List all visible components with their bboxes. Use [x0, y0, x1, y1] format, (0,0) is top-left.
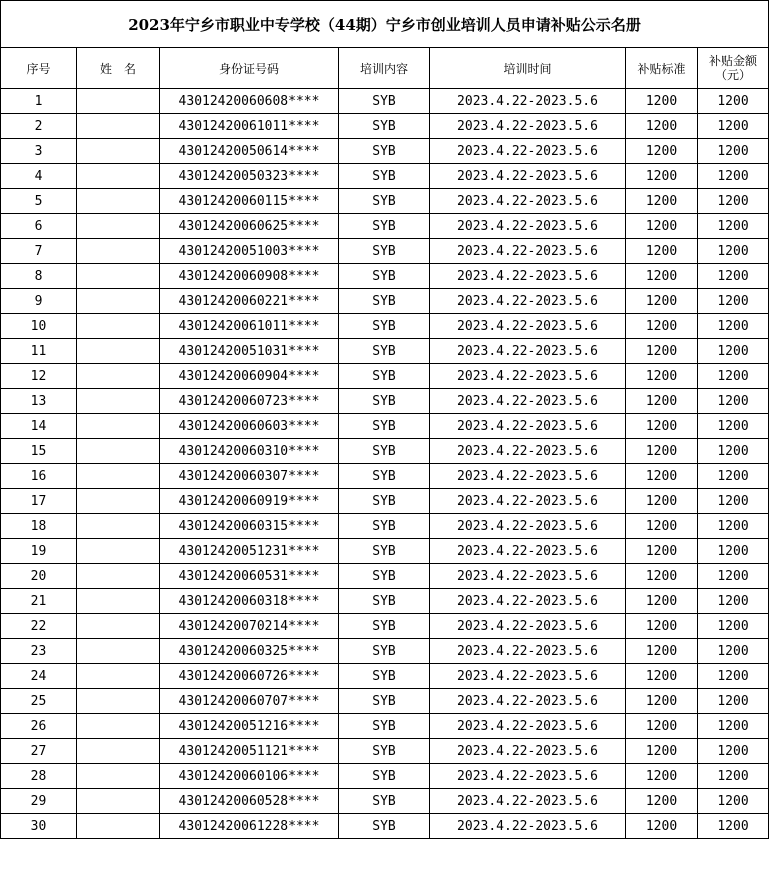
cell-time: 2023.4.22-2023.5.6	[430, 664, 626, 689]
cell-id: 43012420060608****	[160, 89, 339, 114]
cell-amount: 1200	[698, 264, 769, 289]
cell-id: 43012420060115****	[160, 189, 339, 214]
cell-standard: 1200	[626, 689, 698, 714]
cell-id: 43012420070214****	[160, 614, 339, 639]
cell-content: SYB	[339, 814, 430, 839]
cell-seq: 20	[1, 564, 77, 589]
cell-content: SYB	[339, 464, 430, 489]
cell-name	[77, 789, 160, 814]
cell-amount: 1200	[698, 89, 769, 114]
cell-content: SYB	[339, 364, 430, 389]
cell-time: 2023.4.22-2023.5.6	[430, 814, 626, 839]
cell-content: SYB	[339, 214, 430, 239]
cell-seq: 6	[1, 214, 77, 239]
cell-id: 43012420060325****	[160, 639, 339, 664]
cell-name	[77, 414, 160, 439]
cell-content: SYB	[339, 339, 430, 364]
cell-content: SYB	[339, 589, 430, 614]
cell-time: 2023.4.22-2023.5.6	[430, 539, 626, 564]
cell-content: SYB	[339, 514, 430, 539]
cell-id: 43012420060723****	[160, 389, 339, 414]
cell-standard: 1200	[626, 214, 698, 239]
cell-name	[77, 564, 160, 589]
cell-content: SYB	[339, 564, 430, 589]
table-row	[1, 214, 769, 239]
cell-id: 43012420051216****	[160, 714, 339, 739]
cell-time: 2023.4.22-2023.5.6	[430, 564, 626, 589]
cell-seq: 9	[1, 289, 77, 314]
table-row	[1, 614, 769, 639]
table-row	[1, 789, 769, 814]
cell-name	[77, 214, 160, 239]
cell-id: 43012420060318****	[160, 589, 339, 614]
cell-amount: 1200	[698, 439, 769, 464]
table-row	[1, 114, 769, 139]
cell-time: 2023.4.22-2023.5.6	[430, 114, 626, 139]
cell-id: 43012420060307****	[160, 464, 339, 489]
cell-standard: 1200	[626, 389, 698, 414]
table-row	[1, 414, 769, 439]
cell-content: SYB	[339, 114, 430, 139]
table-row	[1, 239, 769, 264]
table-title: 2023年宁乡市职业中专学校（44期）宁乡市创业培训人员申请补贴公示名册	[1, 1, 769, 48]
cell-seq: 30	[1, 814, 77, 839]
cell-amount: 1200	[698, 664, 769, 689]
cell-content: SYB	[339, 239, 430, 264]
cell-time: 2023.4.22-2023.5.6	[430, 364, 626, 389]
cell-standard: 1200	[626, 489, 698, 514]
cell-time: 2023.4.22-2023.5.6	[430, 414, 626, 439]
cell-id: 43012420060908****	[160, 264, 339, 289]
cell-standard: 1200	[626, 789, 698, 814]
table-row	[1, 514, 769, 539]
cell-content: SYB	[339, 139, 430, 164]
cell-standard: 1200	[626, 664, 698, 689]
table-row	[1, 564, 769, 589]
cell-time: 2023.4.22-2023.5.6	[430, 339, 626, 364]
cell-seq: 15	[1, 439, 77, 464]
cell-standard: 1200	[626, 239, 698, 264]
cell-amount: 1200	[698, 164, 769, 189]
table-row	[1, 164, 769, 189]
cell-id: 43012420060625****	[160, 214, 339, 239]
cell-amount: 1200	[698, 389, 769, 414]
cell-time: 2023.4.22-2023.5.6	[430, 764, 626, 789]
cell-amount: 1200	[698, 189, 769, 214]
cell-amount: 1200	[698, 414, 769, 439]
header-standard: 补贴标准	[626, 48, 698, 89]
cell-amount: 1200	[698, 114, 769, 139]
header-content: 培训内容	[339, 48, 430, 89]
cell-id: 43012420051231****	[160, 539, 339, 564]
cell-amount: 1200	[698, 314, 769, 339]
cell-time: 2023.4.22-2023.5.6	[430, 739, 626, 764]
cell-seq: 28	[1, 764, 77, 789]
cell-standard: 1200	[626, 714, 698, 739]
cell-seq: 12	[1, 364, 77, 389]
table-row	[1, 739, 769, 764]
cell-time: 2023.4.22-2023.5.6	[430, 389, 626, 414]
header-amount: 补贴金额（元）	[698, 48, 769, 89]
table-row	[1, 714, 769, 739]
cell-standard: 1200	[626, 264, 698, 289]
cell-name	[77, 314, 160, 339]
cell-content: SYB	[339, 414, 430, 439]
table-row	[1, 189, 769, 214]
cell-time: 2023.4.22-2023.5.6	[430, 489, 626, 514]
cell-standard: 1200	[626, 764, 698, 789]
cell-seq: 3	[1, 139, 77, 164]
cell-name	[77, 289, 160, 314]
cell-time: 2023.4.22-2023.5.6	[430, 289, 626, 314]
cell-time: 2023.4.22-2023.5.6	[430, 689, 626, 714]
cell-seq: 17	[1, 489, 77, 514]
cell-time: 2023.4.22-2023.5.6	[430, 314, 626, 339]
cell-name	[77, 814, 160, 839]
cell-content: SYB	[339, 714, 430, 739]
cell-name	[77, 264, 160, 289]
cell-amount: 1200	[698, 714, 769, 739]
cell-time: 2023.4.22-2023.5.6	[430, 614, 626, 639]
cell-name	[77, 714, 160, 739]
cell-amount: 1200	[698, 339, 769, 364]
cell-standard: 1200	[626, 289, 698, 314]
cell-id: 43012420050614****	[160, 139, 339, 164]
cell-time: 2023.4.22-2023.5.6	[430, 164, 626, 189]
cell-id: 43012420060726****	[160, 664, 339, 689]
cell-content: SYB	[339, 289, 430, 314]
cell-name	[77, 664, 160, 689]
cell-id: 43012420060919****	[160, 489, 339, 514]
cell-id: 43012420060904****	[160, 364, 339, 389]
cell-amount: 1200	[698, 639, 769, 664]
cell-seq: 14	[1, 414, 77, 439]
cell-name	[77, 464, 160, 489]
cell-name	[77, 539, 160, 564]
cell-name	[77, 139, 160, 164]
cell-standard: 1200	[626, 439, 698, 464]
cell-standard: 1200	[626, 89, 698, 114]
cell-content: SYB	[339, 739, 430, 764]
cell-time: 2023.4.22-2023.5.6	[430, 239, 626, 264]
cell-name	[77, 689, 160, 714]
cell-seq: 19	[1, 539, 77, 564]
cell-name	[77, 489, 160, 514]
cell-name	[77, 364, 160, 389]
cell-amount: 1200	[698, 239, 769, 264]
cell-name	[77, 389, 160, 414]
table-row	[1, 139, 769, 164]
cell-amount: 1200	[698, 814, 769, 839]
table-row	[1, 339, 769, 364]
cell-standard: 1200	[626, 114, 698, 139]
cell-seq: 26	[1, 714, 77, 739]
cell-content: SYB	[339, 89, 430, 114]
cell-time: 2023.4.22-2023.5.6	[430, 714, 626, 739]
cell-standard: 1200	[626, 364, 698, 389]
cell-standard: 1200	[626, 414, 698, 439]
cell-name	[77, 639, 160, 664]
cell-name	[77, 189, 160, 214]
cell-seq: 1	[1, 89, 77, 114]
cell-standard: 1200	[626, 639, 698, 664]
cell-amount: 1200	[698, 464, 769, 489]
cell-amount: 1200	[698, 689, 769, 714]
table-row	[1, 439, 769, 464]
cell-content: SYB	[339, 164, 430, 189]
cell-name	[77, 89, 160, 114]
cell-seq: 7	[1, 239, 77, 264]
cell-seq: 25	[1, 689, 77, 714]
cell-id: 43012420051121****	[160, 739, 339, 764]
cell-seq: 18	[1, 514, 77, 539]
cell-content: SYB	[339, 389, 430, 414]
cell-time: 2023.4.22-2023.5.6	[430, 264, 626, 289]
cell-name	[77, 739, 160, 764]
cell-amount: 1200	[698, 489, 769, 514]
header-seq: 序号	[1, 48, 77, 89]
table-row	[1, 389, 769, 414]
table-row	[1, 664, 769, 689]
table-row	[1, 464, 769, 489]
cell-seq: 16	[1, 464, 77, 489]
cell-name	[77, 164, 160, 189]
table-row	[1, 314, 769, 339]
cell-standard: 1200	[626, 739, 698, 764]
cell-content: SYB	[339, 189, 430, 214]
cell-seq: 4	[1, 164, 77, 189]
cell-amount: 1200	[698, 764, 769, 789]
table-row	[1, 539, 769, 564]
cell-id: 43012420051003****	[160, 239, 339, 264]
cell-amount: 1200	[698, 589, 769, 614]
cell-id: 43012420061011****	[160, 314, 339, 339]
cell-id: 43012420060528****	[160, 789, 339, 814]
cell-time: 2023.4.22-2023.5.6	[430, 439, 626, 464]
cell-time: 2023.4.22-2023.5.6	[430, 189, 626, 214]
cell-amount: 1200	[698, 364, 769, 389]
cell-standard: 1200	[626, 314, 698, 339]
cell-content: SYB	[339, 614, 430, 639]
table-row	[1, 639, 769, 664]
cell-content: SYB	[339, 664, 430, 689]
cell-amount: 1200	[698, 539, 769, 564]
cell-time: 2023.4.22-2023.5.6	[430, 789, 626, 814]
header-row	[1, 48, 769, 89]
cell-seq: 13	[1, 389, 77, 414]
cell-id: 43012420060310****	[160, 439, 339, 464]
cell-name	[77, 339, 160, 364]
cell-amount: 1200	[698, 739, 769, 764]
cell-name	[77, 514, 160, 539]
cell-time: 2023.4.22-2023.5.6	[430, 89, 626, 114]
table-row	[1, 364, 769, 389]
table-row	[1, 489, 769, 514]
cell-standard: 1200	[626, 189, 698, 214]
cell-seq: 8	[1, 264, 77, 289]
cell-id: 43012420061011****	[160, 114, 339, 139]
cell-id: 43012420060315****	[160, 514, 339, 539]
table-row	[1, 289, 769, 314]
header-name: 姓 名	[77, 48, 160, 89]
header-id: 身份证号码	[160, 48, 339, 89]
cell-standard: 1200	[626, 589, 698, 614]
cell-content: SYB	[339, 789, 430, 814]
cell-standard: 1200	[626, 139, 698, 164]
cell-content: SYB	[339, 439, 430, 464]
cell-id: 43012420061228****	[160, 814, 339, 839]
cell-id: 43012420060106****	[160, 764, 339, 789]
cell-seq: 27	[1, 739, 77, 764]
cell-amount: 1200	[698, 139, 769, 164]
cell-time: 2023.4.22-2023.5.6	[430, 464, 626, 489]
cell-seq: 24	[1, 664, 77, 689]
cell-standard: 1200	[626, 814, 698, 839]
cell-name	[77, 614, 160, 639]
cell-seq: 10	[1, 314, 77, 339]
table-row	[1, 89, 769, 114]
cell-content: SYB	[339, 539, 430, 564]
cell-seq: 23	[1, 639, 77, 664]
cell-id: 43012420060531****	[160, 564, 339, 589]
cell-time: 2023.4.22-2023.5.6	[430, 639, 626, 664]
cell-standard: 1200	[626, 164, 698, 189]
table-row	[1, 264, 769, 289]
cell-seq: 29	[1, 789, 77, 814]
table-row	[1, 764, 769, 789]
cell-amount: 1200	[698, 614, 769, 639]
cell-standard: 1200	[626, 614, 698, 639]
cell-standard: 1200	[626, 339, 698, 364]
cell-amount: 1200	[698, 564, 769, 589]
cell-standard: 1200	[626, 464, 698, 489]
cell-name	[77, 439, 160, 464]
cell-id: 43012420051031****	[160, 339, 339, 364]
cell-standard: 1200	[626, 514, 698, 539]
cell-name	[77, 764, 160, 789]
cell-content: SYB	[339, 689, 430, 714]
cell-name	[77, 114, 160, 139]
cell-amount: 1200	[698, 214, 769, 239]
cell-time: 2023.4.22-2023.5.6	[430, 514, 626, 539]
cell-time: 2023.4.22-2023.5.6	[430, 214, 626, 239]
cell-id: 43012420060707****	[160, 689, 339, 714]
cell-seq: 11	[1, 339, 77, 364]
cell-name	[77, 239, 160, 264]
cell-seq: 22	[1, 614, 77, 639]
cell-seq: 5	[1, 189, 77, 214]
cell-amount: 1200	[698, 289, 769, 314]
cell-content: SYB	[339, 489, 430, 514]
cell-standard: 1200	[626, 564, 698, 589]
cell-amount: 1200	[698, 789, 769, 814]
cell-content: SYB	[339, 764, 430, 789]
header-time: 培训时间	[430, 48, 626, 89]
cell-seq: 2	[1, 114, 77, 139]
cell-standard: 1200	[626, 539, 698, 564]
cell-content: SYB	[339, 264, 430, 289]
cell-amount: 1200	[698, 514, 769, 539]
cell-content: SYB	[339, 314, 430, 339]
cell-name	[77, 589, 160, 614]
cell-time: 2023.4.22-2023.5.6	[430, 589, 626, 614]
cell-id: 43012420060221****	[160, 289, 339, 314]
cell-id: 43012420050323****	[160, 164, 339, 189]
cell-id: 43012420060603****	[160, 414, 339, 439]
cell-seq: 21	[1, 589, 77, 614]
table-row	[1, 814, 769, 839]
cell-time: 2023.4.22-2023.5.6	[430, 139, 626, 164]
table-row	[1, 689, 769, 714]
cell-content: SYB	[339, 639, 430, 664]
table-row	[1, 589, 769, 614]
